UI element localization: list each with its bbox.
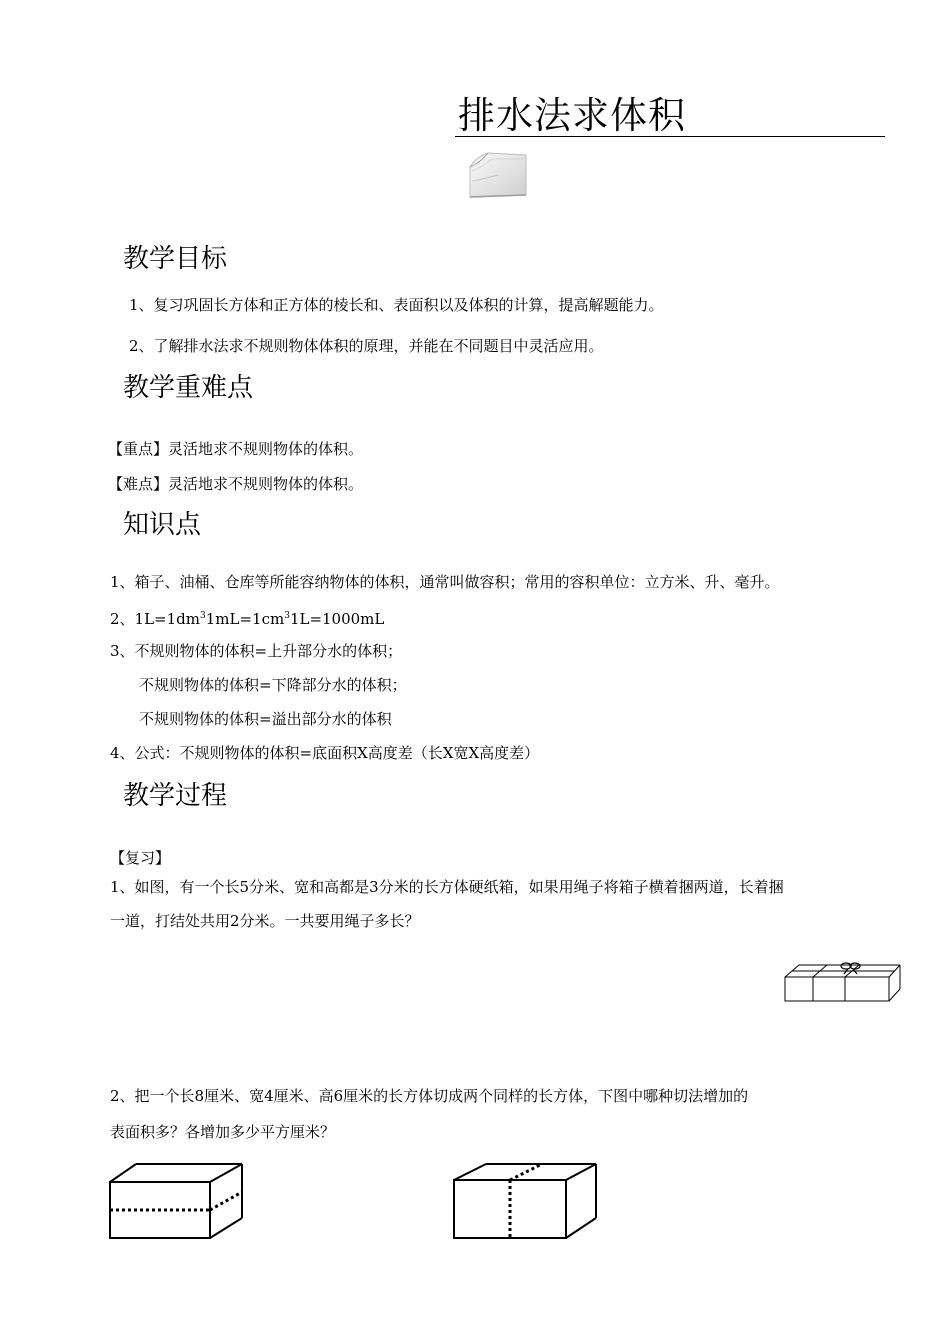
knowledge-item-1: 1、箱子、油桶、仓库等所能容纳物体的体积，通常叫做容积；常用的容积单位：立方米、升、毫升。 bbox=[110, 573, 780, 591]
page-title: 排水法求体积 bbox=[458, 94, 686, 137]
key-point-item: 【重点】灵活地求不规则物体的体积。 bbox=[108, 440, 364, 458]
superscript-3: 3 bbox=[200, 611, 206, 621]
knowledge-item-4: 4、公式：不规则物体的体积=底面积X高度差（长X宽X高度差） bbox=[110, 744, 540, 762]
question-1-line-1: 1、如图，有一个长5分米、宽和高都是3分米的长方体硬纸箱，如果用绳子将箱子横着捆两道，长着捆 bbox=[110, 878, 784, 896]
section-heading-process: 教学过程 bbox=[123, 781, 228, 811]
horizontal-cut-cuboid-figure bbox=[108, 1162, 248, 1242]
knowledge-item-3-line-2: 不规则物体的体积=下降部分水的体积； bbox=[139, 676, 407, 694]
question-1-line-2: 一道，打结处共用2分米。一共要用绳子多长？ bbox=[110, 912, 420, 930]
open-book-icon bbox=[468, 151, 528, 199]
section-heading-knowledge: 知识点 bbox=[123, 510, 202, 540]
section-heading-key-points: 教学重难点 bbox=[123, 373, 254, 403]
tied-box-figure bbox=[782, 960, 902, 1004]
goal-item-2: 2、了解排水法求不规则物体体积的原理，并能在不同题目中灵活应用。 bbox=[129, 337, 604, 355]
goal-item-1: 1、复习巩固长方体和正方体的棱长和、表面积以及体积的计算，提高解题能力。 bbox=[129, 296, 664, 314]
superscript-3: 3 bbox=[284, 611, 290, 621]
section-heading-goals: 教学目标 bbox=[123, 244, 228, 274]
question-2-line-2: 表面积多？各增加多少平方厘米？ bbox=[110, 1123, 336, 1141]
knowledge-item-3-line-3: 不规则物体的体积=溢出部分水的体积 bbox=[139, 710, 392, 728]
unit-liter-ml: 1L=1000mL bbox=[289, 610, 385, 628]
title-underline bbox=[455, 136, 885, 137]
knowledge-item-2 bbox=[110, 605, 384, 630]
unit-ml-cm: 1mL=1cm bbox=[205, 610, 285, 628]
knowledge-item-3-line-1: 3、不规则物体的体积=上升部分水的体积； bbox=[110, 642, 403, 660]
review-label: 【复习】 bbox=[110, 849, 171, 867]
question-2-line-1: 2、把一个长8厘米、宽4厘米、高6厘米的长方体切成两个同样的长方体，下图中哪种切法增加的 bbox=[110, 1087, 749, 1105]
vertical-cut-cuboid-figure bbox=[452, 1162, 602, 1242]
difficult-point-item: 【难点】灵活地求不规则物体的体积。 bbox=[108, 475, 364, 493]
unit-liter-dm: 2、1L=1dm bbox=[110, 610, 200, 628]
